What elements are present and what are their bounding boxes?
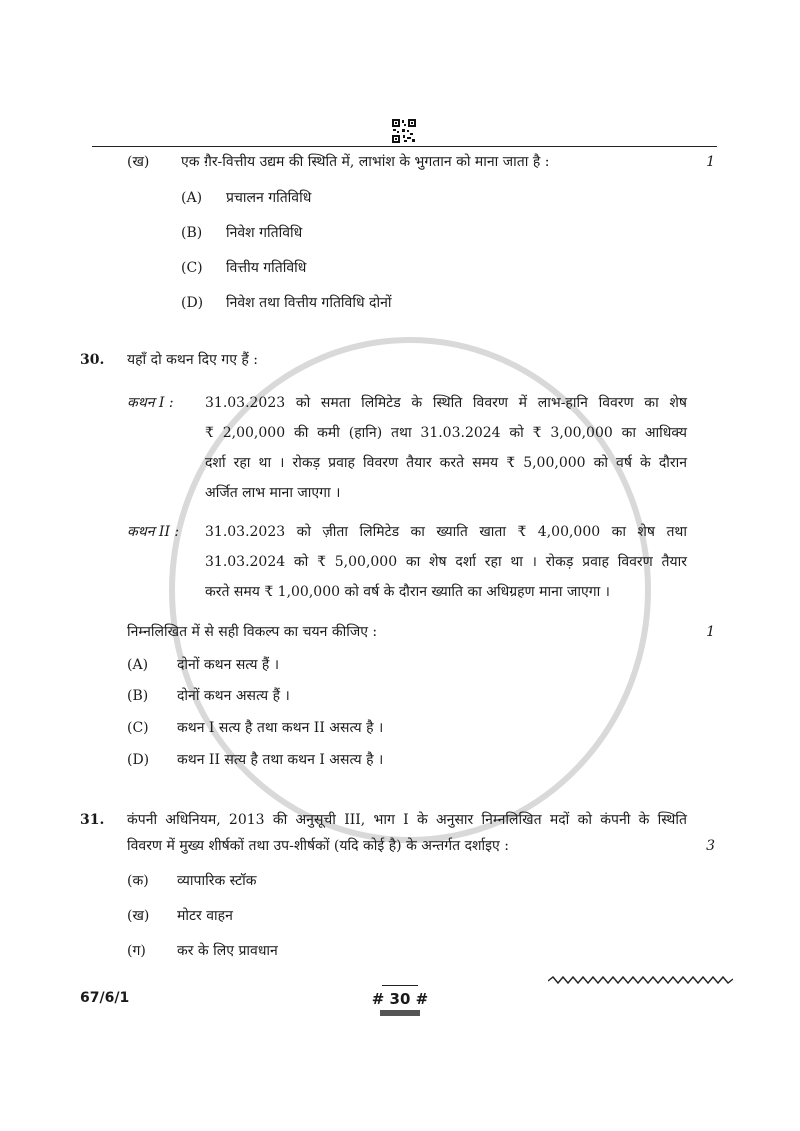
q29b-option-c-label: (C)	[181, 260, 203, 276]
q29b-option-b-label: (B)	[181, 225, 203, 241]
q29b-option-c-text: वित्तीय गतिविधि	[226, 260, 307, 276]
q29b-option-d-label: (D)	[181, 295, 204, 311]
page-number-bar	[380, 1010, 420, 1016]
q30-option-a-text: दोनों कथन सत्य हैं ।	[177, 657, 280, 673]
q30-option-a-label: (A)	[127, 657, 149, 673]
q31-item-ka-text: व्यापारिक स्टॉक	[177, 873, 257, 889]
q30-intro: यहाँ दो कथन दिए गए हैं :	[127, 352, 258, 368]
q29b-option-b-text: निवेश गतिविधि	[226, 225, 303, 241]
q31-line2: विवरण में मुख्य शीर्षकों तथा उप-शीर्षकों (यदि कोई है) के अन्तर्गत दर्शाइए :	[127, 838, 509, 854]
q29b-option-d-text: निवेश तथा वित्तीय गतिविधि दोनों	[226, 295, 392, 311]
q29b-option-a-label: (A)	[181, 190, 203, 206]
q29b-label: (ख)	[127, 154, 150, 170]
header-rule	[92, 146, 717, 147]
q30-statement2-line2: 31.03.2024 को ₹ 5,00,000 का शेष दर्शा रहा था । रोकड़ प्रवाह विवरण तैयार	[205, 554, 687, 570]
q30-option-d-label: (D)	[127, 752, 150, 768]
q30-statement2-line1: 31.03.2023 को ज़ीता लिमिटेड का ख्याति खाता ₹ 4,00,000 का शेष तथा	[205, 524, 687, 540]
q30-option-b-label: (B)	[127, 688, 149, 704]
q29b-marks: 1	[706, 154, 715, 170]
q30-statement1-label: कथन I :	[127, 395, 174, 411]
q30-statement2-label: कथन II :	[127, 524, 180, 540]
paper-code: 67/6/1	[80, 990, 130, 1006]
q31-item-ka-label: (क)	[127, 873, 149, 889]
q30-statement1-line4: अर्जित लाभ माना जाएगा ।	[205, 485, 341, 501]
q30-statement1-line3: दर्शा रहा था । रोकड़ प्रवाह विवरण तैयार करते समय ₹ 5,00,000 को वर्ष के दौरान	[205, 455, 687, 471]
q30-number: 30.	[80, 352, 105, 368]
q29b-option-a-text: प्रचालन गतिविधि	[226, 190, 312, 206]
q30-marks: 1	[706, 624, 715, 640]
q31-line1: कंपनी अधिनियम, 2013 की अनुसूची III, भाग I के अनुसार निम्नलिखित मदों को कंपनी के स्थिति	[127, 812, 687, 828]
q30-option-c-text: कथन I सत्य है तथा कथन II असत्य है ।	[177, 720, 384, 736]
q30-option-b-text: दोनों कथन असत्य हैं ।	[177, 688, 290, 704]
q30-statement1-line1: 31.03.2023 को समता लिमिटेड के स्थिति विवरण में लाभ-हानि विवरण का शेष	[205, 395, 687, 411]
q31-marks: 3	[706, 838, 715, 854]
q30-choose: निम्नलिखित में से सही विकल्प का चयन कीजिए :	[127, 624, 378, 640]
q31-item-kha-text: मोटर वाहन	[177, 908, 233, 924]
q30-statement1-line2: ₹ 2,00,000 की कमी (हानि) तथा 31.03.2024 को ₹ 3,00,000 का आधिक्य	[205, 425, 687, 441]
continued-zigzag-icon	[548, 975, 733, 987]
q31-number: 31.	[80, 812, 105, 828]
page-number: # 30 #	[371, 990, 429, 1008]
qr-code-icon	[391, 118, 417, 144]
page-number-rule	[382, 985, 418, 986]
q31-item-kha-label: (ख)	[127, 908, 150, 924]
q30-option-c-label: (C)	[127, 720, 149, 736]
q31-item-ga-label: (ग)	[127, 943, 146, 959]
q30-statement2-line3: करते समय ₹ 1,00,000 को वर्ष के दौरान ख्याति का अधिग्रहण माना जाएगा ।	[205, 584, 610, 600]
q31-item-ga-text: कर के लिए प्रावधान	[177, 943, 278, 959]
q29b-text: एक ग़ैर-वित्तीय उद्यम की स्थिति में, लाभांश के भुगतान को माना जाता है :	[181, 154, 550, 170]
q30-option-d-text: कथन II सत्य है तथा कथन I असत्य है ।	[177, 752, 384, 768]
